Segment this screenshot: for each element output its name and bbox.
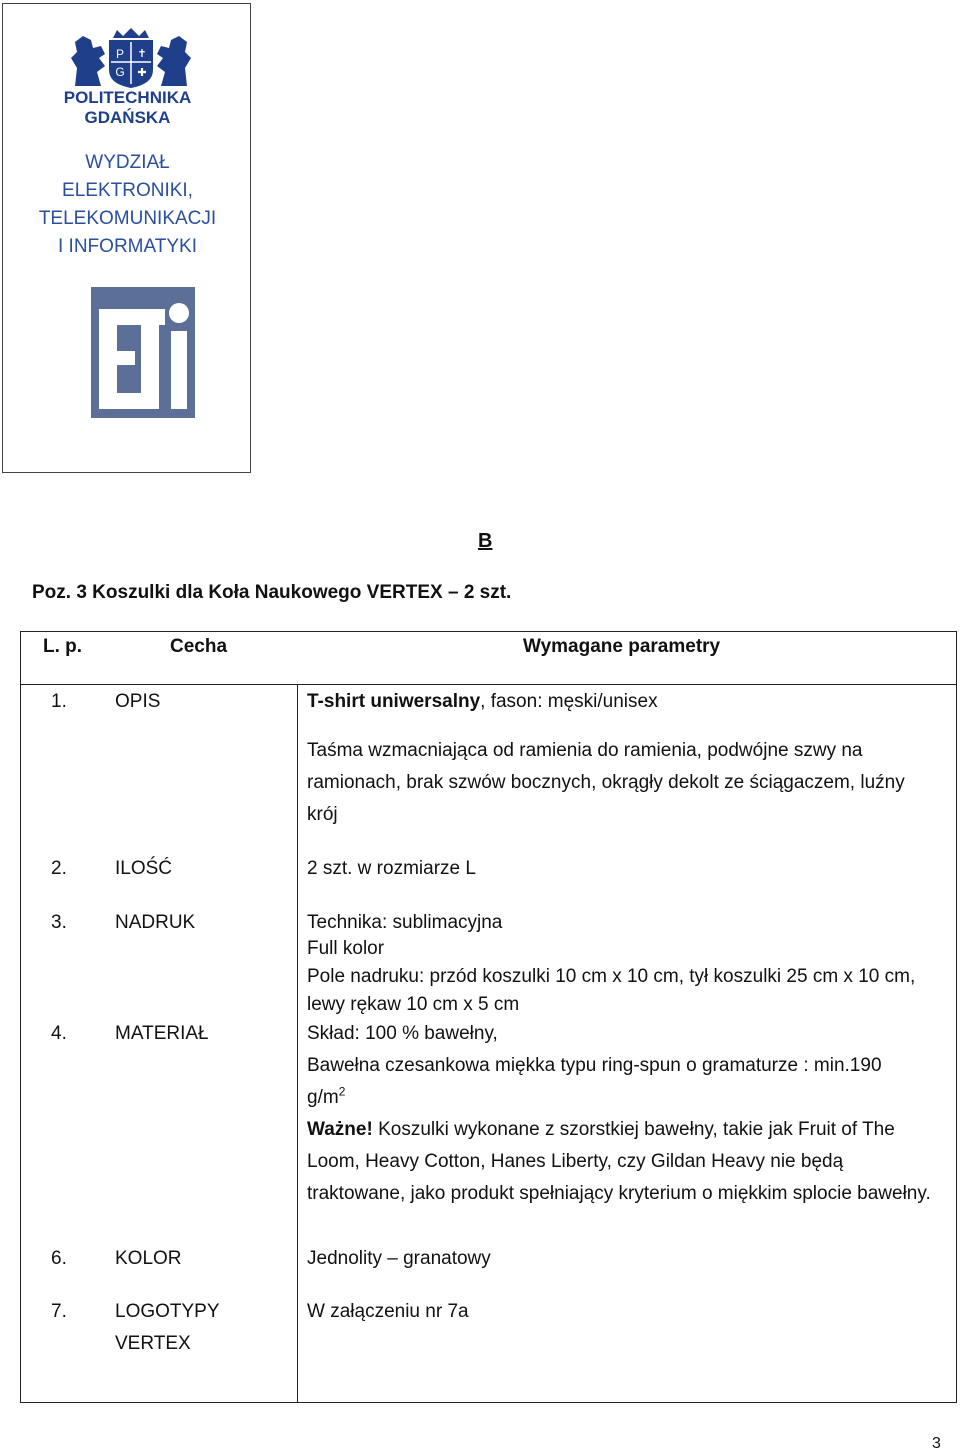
row-params: 2 szt. w rozmiarze L bbox=[307, 858, 476, 879]
crest-letter-p: P bbox=[115, 47, 125, 61]
university-crest-icon bbox=[67, 28, 195, 90]
header-params: Wymagane parametry bbox=[523, 636, 721, 657]
svg-text:✝: ✝ bbox=[137, 48, 147, 60]
weight-unit-exponent: 2 bbox=[338, 1084, 346, 1099]
row-feature: ILOŚĆ bbox=[115, 858, 173, 879]
row-lp: 6. bbox=[51, 1248, 67, 1269]
svg-text:✚: ✚ bbox=[137, 67, 147, 79]
row-params-line: Full kolor bbox=[307, 938, 385, 959]
row-feature: MATERIAŁ bbox=[115, 1023, 209, 1044]
row-lp: 3. bbox=[51, 912, 67, 933]
faculty-line: TELEKOMUNIKACJI bbox=[38, 208, 217, 229]
row-params-extra: Taśma wzmacniająca od ramienia do ramienia, podwójne szwy na ramionach, brak szwów bocznych, okrągły dekolt ze ściągaczem, luźny krój bbox=[307, 740, 905, 825]
row-feature: LOGOTYPY VERTEX bbox=[115, 1301, 220, 1354]
university-name-line1: POLITECHNIKA bbox=[63, 88, 192, 107]
crest-letter-g: G bbox=[115, 65, 125, 79]
row-params-weight bbox=[307, 1050, 919, 1114]
eti-logo-icon bbox=[91, 287, 195, 418]
document-title: Poz. 3 Koszulki dla Koła Naukowego VERTEX – 2 szt. bbox=[32, 582, 512, 603]
row-lp: 2. bbox=[51, 858, 67, 879]
university-name-line2: GDAŃSKA bbox=[84, 108, 171, 127]
column-divider bbox=[297, 684, 298, 1402]
product-cut: , fason: męski/unisex bbox=[480, 691, 658, 712]
row-feature: OPIS bbox=[115, 691, 161, 712]
faculty-line: ELEKTRONIKI, bbox=[62, 180, 193, 201]
faculty-line: I INFORMATYKI bbox=[58, 236, 197, 257]
weight-text: Bawełna czesankowa miękka typu ring-spun o gramaturze : min.190 g/m bbox=[307, 1055, 882, 1108]
page-number: 3 bbox=[932, 1435, 941, 1452]
product-name: T-shirt uniwersalny bbox=[307, 691, 481, 712]
row-params: Jednolity – granatowy bbox=[307, 1248, 491, 1269]
row-lp: 4. bbox=[51, 1023, 67, 1044]
important-text: Koszulki wykonane z szorstkiej bawełny, takie jak Fruit of The Loom, Heavy Cotton, Hanes Liberty, czy Gildan Heavy nie będą traktowane, jako produkt spełniający kryterium o miękkim splocie bawełny. bbox=[307, 1119, 931, 1204]
important-label: Ważne! bbox=[307, 1119, 373, 1140]
annex-letter: B bbox=[478, 530, 493, 552]
header-feature: Cecha bbox=[170, 636, 228, 657]
row-params-composition: Skład: 100 % bawełny, bbox=[307, 1023, 498, 1044]
row-params-line: Technika: sublimacyjna bbox=[307, 912, 503, 933]
header-divider bbox=[21, 684, 956, 685]
row-lp: 1. bbox=[51, 691, 67, 712]
row-lp: 7. bbox=[51, 1301, 67, 1322]
letterhead bbox=[2, 3, 251, 473]
row-feature: KOLOR bbox=[115, 1248, 182, 1269]
row-params: W załączeniu nr 7a bbox=[307, 1301, 469, 1322]
faculty-name bbox=[3, 149, 252, 261]
row-params-line: Pole nadruku: przód koszulki 10 cm x 10 cm, tył koszulki 25 cm x 10 cm, lewy rękaw 10 cm x 5 cm bbox=[307, 966, 916, 1015]
row-params-important bbox=[307, 1114, 932, 1210]
header-lp: L. p. bbox=[43, 636, 83, 657]
row-feature: NADRUK bbox=[115, 912, 196, 933]
row-params bbox=[307, 686, 658, 718]
faculty-line: WYDZIAŁ bbox=[85, 152, 170, 173]
specification-table bbox=[20, 631, 957, 1403]
